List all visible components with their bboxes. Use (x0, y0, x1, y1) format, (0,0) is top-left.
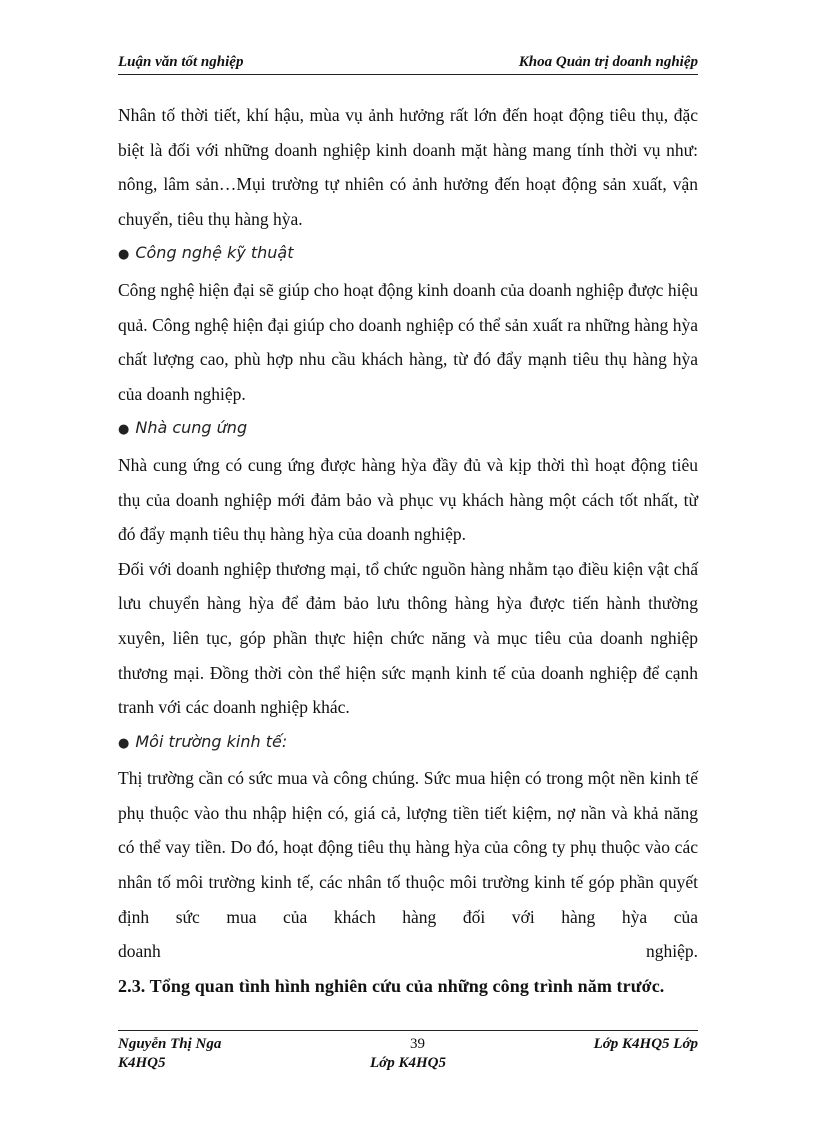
paragraph-weather: Nhân tố thời tiết, khí hậu, mùa vụ ảnh hưởng rất lớn đến hoạt động tiêu thụ, đặc biệt là đối với những doanh nghiệp kinh doanh mặt hàng mang tính thời vụ như: nông, lâm sản…Mụi trường tự nhiên có ảnh hưởng đến hoạt động sản xuất, vận chuyển, tiêu thụ hàng hỳa. (118, 105, 698, 229)
page-header (118, 52, 698, 75)
bullet-icon: ● (118, 422, 130, 438)
last-line-right: nghiệp. (645, 941, 698, 962)
bullet-suppliers-label: Nhà cung ứng (135, 418, 248, 438)
header-faculty: Khoa Quản trị doanh nghiệp (518, 54, 698, 70)
bullet-suppliers (118, 411, 698, 448)
header-thesis-title: Luận văn tốt nghiệp (118, 54, 244, 70)
paragraph-technology: Công nghệ hiện đại sẽ giúp cho hoạt động kinh doanh của doanh nghiệp được hiệu quả. Công nghệ hiện đại giúp cho doanh nghiệp có thể sản xuất ra những hàng hỳa chất lượng cao, phù hợp nhu cầu khách hàng, từ đó đẩy mạnh tiêu thụ hàng hỳa của doanh nghiệp. (118, 279, 698, 404)
paragraph-economy-last-line (118, 934, 698, 969)
paragraph-trade: Đối với doanh nghiệp thương mại, tổ chức nguồn hàng nhằm tạo điều kiện vật chấ lưu chuyển hàng hỳa để đảm bảo lưu thông hàng hỳa được tiến hành thường xuyên, liên tục, góp phần thực hiện chức năng và mục tiêu của doanh nghiệp thương mại. Đồng thời còn thể hiện sức mạnh kinh tế của doanh nghiệp để cạnh tranh với các doanh nghiệp khác. (118, 558, 698, 718)
footer-author: Nguyễn Thị Nga (118, 1036, 222, 1052)
footer-class-center: Lớp K4HQ5 (370, 1055, 446, 1071)
bullet-icon: ● (118, 735, 130, 751)
bullet-icon: ● (118, 247, 130, 263)
bullet-economy-label: Môi trường kinh tế: (135, 731, 288, 751)
document-body (118, 98, 698, 1003)
footer-author-line2: K4HQ5 (118, 1055, 166, 1071)
paragraph-economy: Thị trường cần có sức mua và công chúng. Sức mua hiện có trong một nền kinh tế phụ thuộc vào thu nhập hiện có, giá cả, lượng tiền tiết kiệm, nợ nần và khả năng có thể vay tiền. Do đó, hoạt động tiêu thụ hàng hỳa của công ty phụ thuộc vào các nhân tố môi trường kinh tế, các nhân tố thuộc môi trường kinh tế góp phần quyết định sức mua của khách hàng đối với hàng hỳa của (118, 768, 698, 927)
last-line-left: doanh (118, 941, 161, 962)
bullet-technology-label: Công nghệ kỹ thuật (135, 243, 294, 263)
page-number: 39 (410, 1036, 425, 1052)
bullet-technology (118, 236, 698, 273)
footer-class-right: Lớp K4HQ5 Lớp (593, 1036, 698, 1052)
section-heading: 2.3. Tổng quan tình hình nghiên cứu của những công trình năm trước. (118, 975, 665, 996)
page-footer (118, 1030, 698, 1071)
bullet-economy (118, 725, 698, 762)
paragraph-suppliers: Nhà cung ứng có cung ứng được hàng hỳa đầy đủ và kịp thời thì hoạt động tiêu thụ của doanh nghiệp mới đảm bảo và phục vụ khách hàng một cách tốt nhất, từ đó đẩy mạnh tiêu thụ hàng hỳa của doanh nghiệp. (118, 454, 698, 545)
